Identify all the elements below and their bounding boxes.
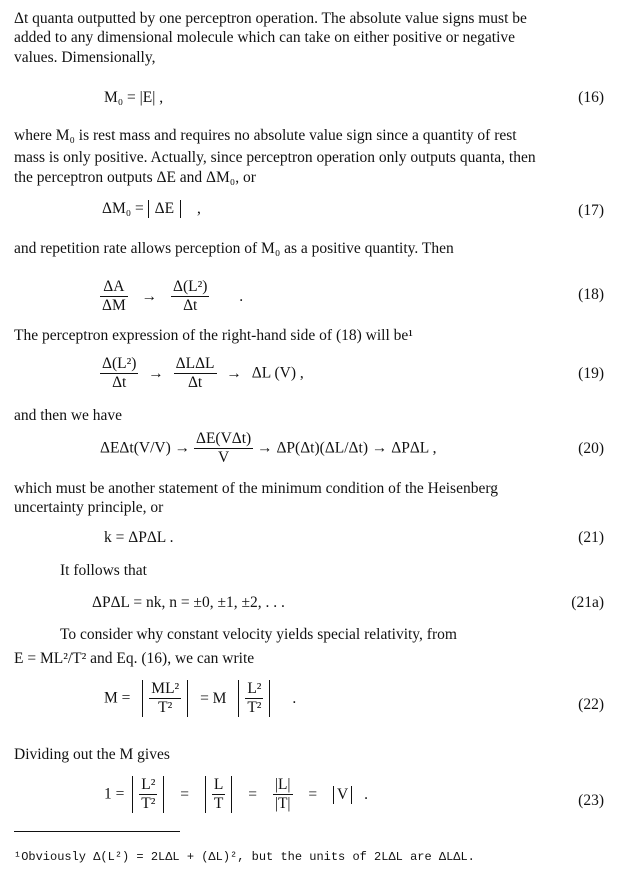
para8-line2: E = ML²/T² and Eq. (16), we can write [14, 650, 255, 667]
equation-23 [104, 776, 368, 813]
equation-number-21a: (21a) [571, 594, 604, 611]
eq23-frac1 [139, 776, 157, 813]
eq23-abs3: V [333, 786, 352, 804]
eq17-abs: ΔE [148, 200, 181, 218]
eq19-frac2 [174, 355, 217, 392]
para9-line1: Dividing out the M gives [14, 746, 170, 763]
eq23-frac2-den: T [213, 795, 224, 812]
para2-line1: where M₀ is rest mass and requires no absolute value sign since a quantity of rest [14, 127, 517, 144]
eq23-eq1: = [180, 785, 189, 803]
eq23-abs1 [132, 776, 164, 813]
eq22-mid: = M [200, 689, 227, 707]
equation-number-20: (20) [578, 440, 604, 457]
eq20-rhs: → ΔP(Δt)(ΔL/Δt) → ΔPΔL , [257, 439, 437, 457]
eq22-frac1 [149, 680, 181, 717]
eq23-frac1-num: L² [141, 776, 156, 793]
eq22-abs2 [238, 680, 270, 717]
eq22-frac1-num: ML² [151, 680, 180, 697]
eq23-lhs: 1 = [104, 785, 125, 803]
eq23-frac3-den: |T| [274, 795, 291, 812]
para2-line3: the perceptron outputs ΔE and ΔM₀, or [14, 169, 256, 186]
eq22-frac2-den: T² [247, 699, 262, 716]
eq23-frac1-den: T² [141, 795, 156, 812]
eq20-frac [194, 430, 253, 467]
eq18-frac2-num: Δ(L²) [173, 278, 208, 295]
eq22-lhs: M = [104, 689, 131, 707]
eq23-frac3-num: |L| [274, 776, 291, 793]
eq17-tail: , [196, 200, 201, 217]
eq20-lhs: ΔEΔt(V/V) → [100, 439, 191, 457]
eq19-frac1-den: Δt [112, 374, 127, 391]
eq19-frac2-den: Δt [187, 374, 203, 391]
eq23-frac2 [212, 776, 225, 813]
eq23-eq3: = [308, 785, 318, 803]
footnote: ¹Obviously Δ(L²) = 2LΔL + (ΔL)², but the units of 2LΔL are ΔLΔL. [14, 850, 475, 864]
eq22-tail: . [292, 689, 297, 707]
eq23-frac3 [273, 776, 293, 813]
eq18-frac2 [171, 278, 209, 315]
equation-16: M₀ = |E| , [104, 89, 164, 106]
para8-line1: To consider why constant velocity yields special relativity, from [60, 626, 457, 643]
equation-21: k = ΔPΔL . [104, 529, 174, 546]
eq18-tail: . [239, 287, 244, 305]
eq18-frac1 [100, 278, 128, 315]
equation-number-21: (21) [578, 529, 604, 546]
equation-19 [100, 355, 304, 392]
para2-line2: mass is only positive. Actually, since perceptron operation only outputs quanta, then [14, 149, 536, 166]
equation-number-17: (17) [578, 202, 604, 219]
eq18-frac1-num: ΔA [100, 278, 128, 297]
para1-line3: values. Dimensionally, [14, 49, 156, 66]
eq23-tail: . [364, 785, 368, 803]
eq18-frac2-den: Δt [183, 297, 198, 314]
para4-line1: The perceptron expression of the right-hand side of (18) will be¹ [14, 327, 413, 344]
equation-number-22: (22) [578, 696, 604, 713]
equation-22 [104, 680, 296, 717]
eq23-abs2 [205, 776, 232, 813]
equation-20 [100, 430, 436, 467]
eq19-arrow1: → [148, 364, 164, 382]
para6-line1: which must be another statement of the minimum condition of the Heisenberg [14, 480, 498, 497]
eq19-frac2-num: ΔLΔL [175, 355, 215, 372]
eq19-arrow2: → [226, 364, 242, 382]
eq22-abs1 [142, 680, 188, 717]
eq22-frac1-den: T² [158, 699, 173, 716]
eq19-frac1 [100, 355, 138, 392]
eq18-arrow: → [141, 287, 158, 305]
footnote-rule [14, 831, 180, 832]
equation-17 [102, 200, 201, 218]
eq20-frac-den: V [218, 449, 230, 466]
para7-line1: It follows that [60, 562, 147, 579]
equation-21a: ΔPΔL = nk, n = ±0, ±1, ±2, . . . [92, 594, 285, 611]
para3-line1: and repetition rate allows perception of M₀ as a positive quantity. Then [14, 240, 454, 257]
eq17-lhs: ΔM₀ = [102, 200, 144, 217]
para1-line2: added to any dimensional molecule which can take on either positive or negative [14, 29, 516, 46]
para6-line2: uncertainty principle, or [14, 499, 164, 516]
equation-number-16: (16) [578, 89, 604, 106]
eq20-frac-num: ΔE(VΔt) [195, 430, 252, 447]
eq22-frac2 [245, 680, 263, 717]
equation-number-18: (18) [578, 286, 604, 303]
eq18-frac1-den: ΔM [102, 297, 126, 314]
equation-number-23: (23) [578, 792, 604, 809]
eq19-frac1-num: Δ(L²) [102, 355, 137, 372]
equation-number-19: (19) [578, 365, 604, 382]
eq19-tail: ΔL (V) , [251, 364, 304, 382]
eq23-frac2-num: L [213, 776, 224, 793]
eq22-frac2-num: L² [247, 680, 262, 697]
equation-18 [100, 278, 243, 315]
para5-line1: and then we have [14, 407, 123, 424]
eq23-eq2: = [248, 785, 257, 803]
para1-line1: Δt quanta outputted by one perceptron operation. The absolute value signs must be [14, 10, 527, 27]
